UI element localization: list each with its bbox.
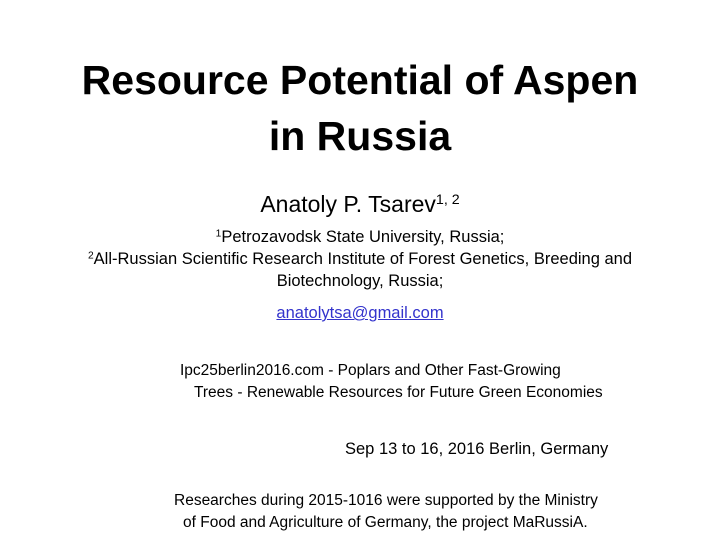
affiliations [10, 226, 710, 292]
affiliation-2-continued: Biotechnology, Russia; [276, 272, 444, 290]
title-line-1: Resource Potential of Aspen [81, 57, 639, 103]
affiliation-1 [10, 226, 710, 248]
author [0, 190, 720, 218]
affiliation-2-text: All-Russian Scientific Research Institute of Forest Genetics, Breeding and [93, 250, 633, 268]
email-line [0, 302, 720, 324]
support-line-1: Researches during 2015-1016 were supported by the Ministry [174, 492, 598, 509]
affiliation-2 [10, 248, 710, 270]
slide-title [20, 52, 700, 164]
conference-line-1: Ipc25berlin2016.com - Poplars and Other Fast-Growing [180, 362, 561, 379]
title-line-2: in Russia [268, 113, 452, 159]
affiliation-1-sup: 1 [215, 228, 222, 240]
affiliation-2-sup: 2 [87, 250, 94, 262]
author-superscript: 1, 2 [435, 192, 460, 209]
author-name: Anatoly P. Tsarev [260, 191, 436, 217]
email-link[interactable]: anatolytsa@gmail.com [276, 304, 444, 322]
support-line-2: of Food and Agriculture of Germany, the project MaRussiA. [183, 514, 588, 531]
conference-line-2: Trees - Renewable Resources for Future Green Economies [194, 384, 603, 401]
affiliation-1-text: Petrozavodsk State University, Russia; [221, 228, 505, 246]
event-date: Sep 13 to 16, 2016 Berlin, Germany [345, 440, 609, 458]
